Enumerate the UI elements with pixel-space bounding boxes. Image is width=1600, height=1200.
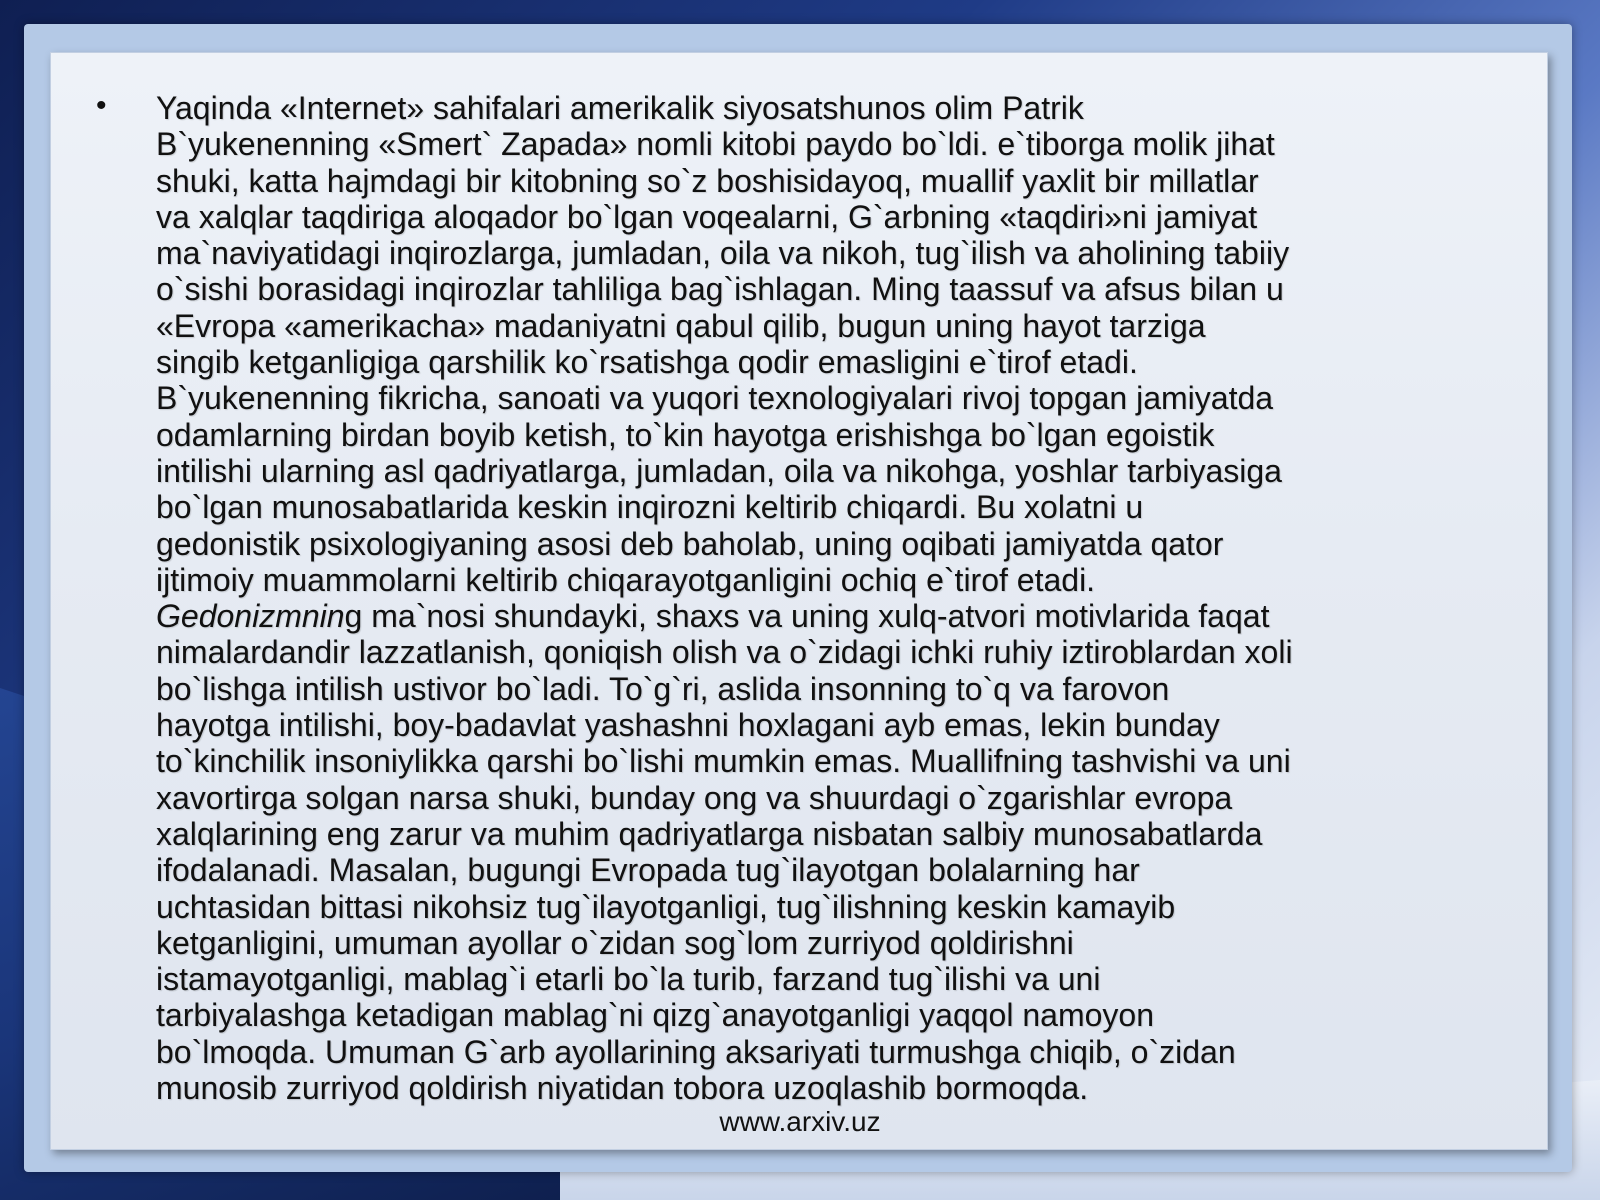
text-line: intilishi ularning asl qadriyatlarga, jumladan, oila va nikohga, yoshlar tarbiyasiga xyxy=(156,452,1282,489)
text-line: B`yukenenning fikricha, sanoati va yuqori texnologiyalari rivoj topgan jamiyatda xyxy=(156,380,1274,417)
text-line: odamlarning birdan boyib ketish, to`kin hayotga erishishga bo`lgan egoistik xyxy=(156,416,1215,453)
text-line: bo`lgan munosabatlarida keskin inqirozni keltirib chiqardi. Bu xolatni u xyxy=(156,489,1144,526)
text-line: bo`lmoqda. Umuman G`arb ayollarining aksariyati turmushga chiqib, o`zidan xyxy=(156,1033,1236,1070)
text-line: uchtasidan bittasi nikohsiz tug`ilayotganligi, tug`ilishning keskin kamayib xyxy=(156,888,1176,925)
text-line: to`kinchilik insoniylikka qarshi bo`lishi mumkin emas. Muallifning tashvishi va uni xyxy=(156,743,1291,780)
text-line: va xalqlar taqdiriga aloqador bo`lgan voqealarni, G`arbning «taqdiri»ni jamiyat xyxy=(156,198,1258,235)
text-line: «Evropa «amerikacha» madaniyatni qabul qilib, bugun uning hayot tarziga xyxy=(156,307,1206,344)
text-line: Yaqinda «Internet» sahifalari amerikalik siyosatshunos olim Patrik xyxy=(156,90,1084,126)
text-line: ketganligini, umuman ayollar o`zidan sog`lom zurriyod qoldirishni xyxy=(156,924,1074,961)
text-line: singib ketganligiga qarshilik ko`rsatishga qodir emasligini e`tirof etadi. xyxy=(156,344,1138,381)
text-line: xavortirga solgan narsa shuki, bunday ong va shuurdagi o`zgarishlar evropa xyxy=(156,779,1233,816)
body-text xyxy=(156,90,1496,1106)
text-line: ifodalanadi. Masalan, bugungi Evropada tug`ilayotgan bolalarning har xyxy=(156,852,1140,889)
text-line-rest: g ma`nosi shundayki, shaxs va uning xulq-atvori motivlarida faqat xyxy=(344,598,1270,635)
bullet-marker: • xyxy=(96,89,107,122)
footer-url: www.arxiv.uz xyxy=(719,1106,881,1137)
text-line: hayotga intilishi, boy-badavlat yashashni hoxlagani ayb emas, lekin bunday xyxy=(156,707,1220,744)
text-line: ma`naviyatidagi inqirozlarga, jumladan, oila va nikoh, tug`ilish va aholining tabiiy xyxy=(156,235,1290,272)
text-line-italic-start xyxy=(156,598,1496,634)
text-line: bo`lishga intilish ustivor bo`ladi. To`g`ri, aslida insonning to`q va farovon xyxy=(156,670,1170,707)
text-line: ijtimoiy muammolarni keltirib chiqarayotganligini ochiq e`tirof etadi. xyxy=(156,561,1096,598)
text-line: nimalardandir lazzatlanish, qoniqish olish va o`zidagi ichki ruhiy iztiroblardan xoli xyxy=(156,634,1293,671)
text-line: xalqlarining eng zarur va muhim qadriyatlarga nisbatan salbiy munosabatlarda xyxy=(156,815,1263,852)
text-line: istamayotganligi, mablag`i etarli bo`la turib, farzand tug`ilishi va uni xyxy=(156,961,1101,998)
text-line: gedonistik psixologiyaning asosi deb baholab, uning oqibati jamiyatda qator xyxy=(156,525,1224,562)
text-line: shuki, katta hajmdagi bir kitobning so`z boshisidayoq, muallif yaxlit bir millatlar xyxy=(156,162,1259,199)
text-line: munosib zurriyod qoldirish niyatidan tobora uzoqlashib bormoqda. xyxy=(156,1070,1089,1107)
text-line: o`sishi borasidagi inqirozlar tahliliga bag`ishlagan. Ming taassuf va afsus bilan u xyxy=(156,271,1284,308)
text-line: tarbiyalashga ketadigan mablag`ni qizg`anayotganligi yaqqol namoyon xyxy=(156,997,1154,1034)
text-line: B`yukenenning «Smert` Zapada» nomli kitobi paydo bo`ldi. e`tiborga molik jihat xyxy=(156,126,1275,163)
italic-term: Gedonizmnin xyxy=(156,598,345,635)
